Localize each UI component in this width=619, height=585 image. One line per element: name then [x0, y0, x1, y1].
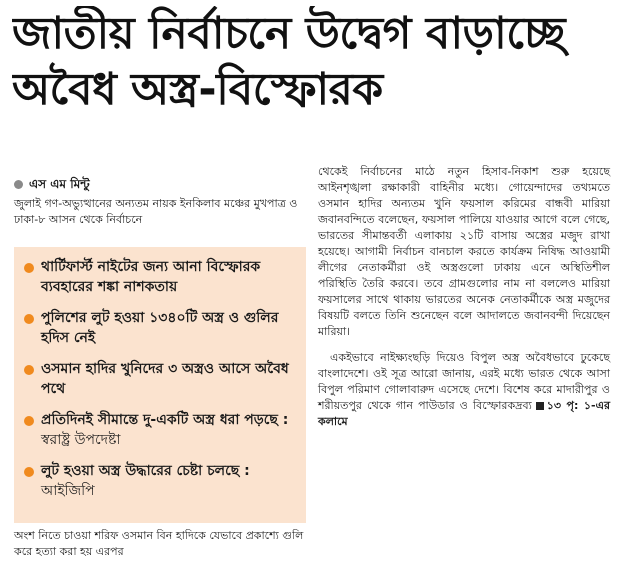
- square-marker-icon: [536, 402, 544, 410]
- byline: [14, 176, 90, 196]
- bullet-icon: [24, 467, 34, 477]
- highlight-item: [24, 410, 298, 450]
- highlight-text: ওসমান হাদির খুনিদের ৩ অস্ত্রও আসে অবৈধ পথে: [41, 361, 289, 397]
- highlight-text: লুট হওয়া অস্ত্র উদ্ধারের চেষ্টা চলছে : আইজিপি: [41, 463, 250, 499]
- right-column: [318, 164, 610, 430]
- left-column-tail: অংশ নিতে চাওয়া শরিফ ওসমান বিন হাদিকে যেভাবে প্রকাশ্যে গুলি করে হত্যা করা হয় এরপর: [14, 529, 304, 558]
- headline: [12, 6, 612, 118]
- highlight-item: [24, 257, 298, 297]
- highlight-source: স্বরাষ্ট্র উপদেষ্টা: [41, 432, 121, 448]
- highlight-item: [24, 359, 298, 399]
- highlight-text: প্রতিদিনই সীমান্তে দু-একটি অস্ত্র ধরা পড়ছে : স্বরাষ্ট্র উপদেষ্টা: [41, 412, 289, 448]
- highlight-item: [24, 461, 298, 501]
- highlight-text: পুলিশের লুট হওয়া ১৩৪০টি অস্ত্র ও গুলির হদিস নেই: [41, 310, 279, 346]
- highlight-text: থার্টিফার্স্ট নাইটের জন্য আনা বিস্ফোরক ব্যবহারের শঙ্কা নাশকতায়: [41, 259, 261, 295]
- paragraph-1: থেকেই নির্বাচনের মাঠে নতুন হিসাব-নিকাশ শুরু হয়েছে আইনশৃঙ্খলা রক্ষাকারী বাহিনীর মধ্যে। গোয়েন্দাদের তথ্যমতে ওসমান হাদির অন্যতম খুনি ফয়সাল করিমের বান্ধবী মারিয়া জবানবন্দিতে বলেছেন, ফয়সাল পালিয়ে যাওয়ার আগে বলে গেছে, ভারতের সীমান্তবর্তী এলাকায় ২১টি বাসায় অস্ত্রের মজুদ রাখা হয়েছে। আগামী নির্বাচন বানচাল করতে কার্যক্রম নিষিদ্ধ আওয়ামী লীগের নেতাকর্মীরা ওই অস্ত্রগুলো ঢাকায় এনে অস্থিতিশীল পরিস্থিতি তৈরি করবে। তবে গ্রামগুলোর নাম না বললেও মারিয়া ফয়সালের সাথে থাকায় ভারতের অনেক নেতাকর্মীকে অস্ত্র মজুদের বিষয়টি বলতে তিনি শুনেছেন বলে আদালতে জবানবন্দী দিয়েছেন মারিয়া।: [318, 165, 610, 338]
- headline-line-2: অবৈধ অস্ত্র-বিস্ফোরক: [12, 64, 383, 115]
- continued-note: ১৩ পৃ: ১-এর কলামে: [318, 399, 611, 428]
- paragraph-2: একইভাবে নাইক্ষ্যংছড়ি দিয়েও বিপুল অস্ত্র অবৈধভাবে ঢুকেছে বাংলাদেশে। ওই সূত্র আরো জানায়, এরই মধ্যে ভারত থেকে আসা বিপুল পরিমাণ গোলাবারুদ এসেছে দেশে। বিশেষ করে মাদারীপুর ও শরীয়তপুর থেকে গান পাউডার ও বিস্ফোরকদ্রব্য ১৩ পৃ: ১-এর কলামে: [318, 351, 611, 428]
- highlight-source: আইজিপি: [41, 483, 95, 499]
- bullet-icon: [24, 314, 34, 324]
- bullet-icon: [24, 416, 34, 426]
- bullet-icon: [24, 263, 34, 273]
- headline-line-1: জাতীয় নির্বাচনে উদ্বেগ বাড়াচ্ছে: [12, 8, 566, 59]
- highlights-box: [14, 247, 306, 523]
- byline-dot-icon: [14, 180, 23, 189]
- byline-author: এস এম মিন্টু: [29, 177, 90, 191]
- lead-paragraph: জুলাই গণ-অভ্যুত্থানের অন্যতম নায়ক ইনকিলাব মঞ্চের মুখপাত্র ও ঢাকা-৮ আসন থেকে নির্বাচনে: [14, 197, 298, 226]
- highlight-item: [24, 308, 298, 348]
- bullet-icon: [24, 365, 34, 375]
